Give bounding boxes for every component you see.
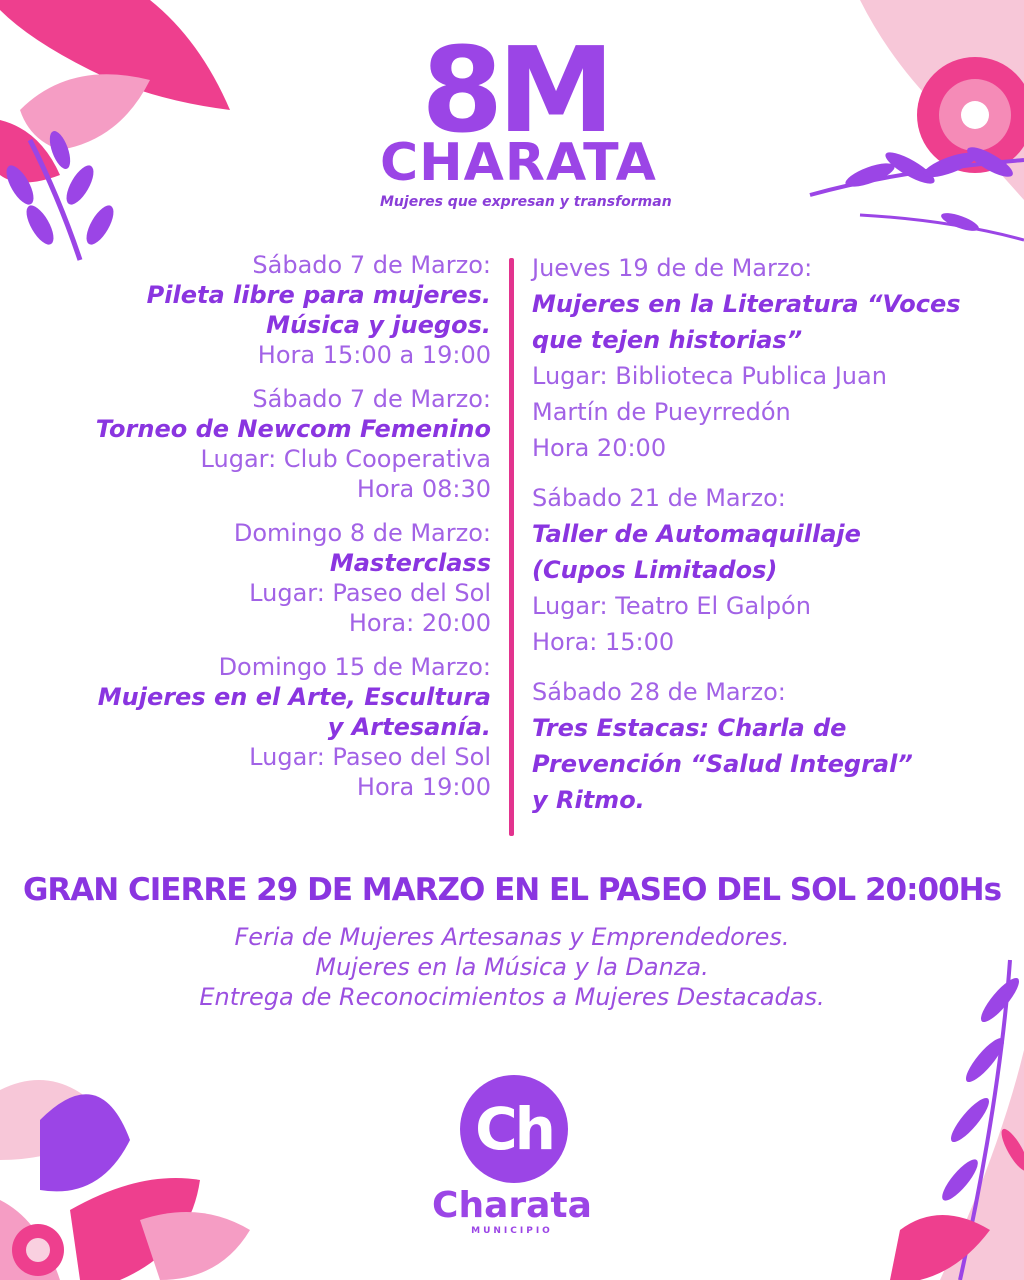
event-title: (Cupos Limitados) bbox=[532, 556, 778, 584]
event-date: Sábado 28 de Marzo: bbox=[532, 678, 786, 706]
logo-city: CHARATA bbox=[380, 133, 657, 193]
municipio-subtitle: MUNICIPIO bbox=[471, 1226, 553, 1236]
event-logo bbox=[380, 21, 672, 210]
schedule-left-column bbox=[71, 250, 491, 816]
leaf-cluster-bottom-left-icon bbox=[0, 1080, 250, 1280]
event-title: Mujeres en la Literatura “Voces bbox=[532, 290, 961, 318]
event-date: Domingo 8 de Marzo: bbox=[233, 519, 491, 547]
event-title: Taller de Automaquillaje bbox=[532, 520, 861, 548]
leaf-cluster-top-left-icon bbox=[0, 0, 230, 260]
event-date: Sábado 21 de Marzo: bbox=[532, 484, 786, 512]
event-detail: Hora 15:00 a 19:00 bbox=[257, 341, 491, 369]
event-detail: Lugar: Club Cooperativa bbox=[200, 445, 491, 473]
event-item bbox=[71, 250, 491, 370]
event-title: Mujeres en el Arte, Escultura bbox=[97, 683, 491, 711]
event-title: y Ritmo. bbox=[532, 786, 645, 814]
municipio-logo-badge bbox=[460, 1075, 568, 1183]
closing-heading: GRAN CIERRE 29 DE MARZO EN EL PASEO DEL SOL 20:00Hs bbox=[22, 872, 1002, 908]
municipio-name: Charata bbox=[432, 1185, 592, 1226]
event-item bbox=[532, 480, 972, 660]
event-title: que tejen historias” bbox=[532, 326, 803, 354]
closing-line: Feria de Mujeres Artesanas y Emprendedores. bbox=[234, 923, 790, 951]
event-detail: Hora 08:30 bbox=[356, 475, 491, 503]
event-item bbox=[71, 384, 491, 504]
event-item bbox=[71, 518, 491, 638]
event-date: Sábado 7 de Marzo: bbox=[252, 251, 491, 279]
event-title: y Artesanía. bbox=[327, 713, 491, 741]
event-date: Domingo 15 de Marzo: bbox=[218, 653, 491, 681]
event-detail: Hora 19:00 bbox=[356, 773, 491, 801]
logo-8m: 8M bbox=[421, 21, 609, 159]
event-title: Tres Estacas: Charla de bbox=[532, 714, 847, 742]
event-date: Sábado 7 de Marzo: bbox=[252, 385, 491, 413]
event-detail: Martín de Pueyrredón bbox=[532, 398, 791, 426]
event-item bbox=[532, 250, 972, 466]
event-item bbox=[71, 652, 491, 802]
schedule-right-column bbox=[532, 250, 972, 832]
event-detail: Lugar: Paseo del Sol bbox=[249, 743, 491, 771]
event-title: Pileta libre para mujeres. bbox=[146, 281, 491, 309]
event-detail: Hora: 15:00 bbox=[532, 628, 675, 656]
event-date: Jueves 19 de de Marzo: bbox=[532, 254, 813, 282]
closing-line: Entrega de Reconocimientos a Mujeres Destacadas. bbox=[199, 983, 825, 1011]
event-title: Prevención “Salud Integral” bbox=[532, 750, 913, 778]
event-detail: Lugar: Teatro El Galpón bbox=[532, 592, 811, 620]
event-detail: Lugar: Biblioteca Publica Juan bbox=[532, 362, 887, 390]
closing-section bbox=[0, 872, 1024, 1012]
event-detail: Lugar: Paseo del Sol bbox=[249, 579, 491, 607]
event-title: Música y juegos. bbox=[266, 311, 491, 339]
logo-badge-text: Ch bbox=[475, 1095, 553, 1163]
column-divider bbox=[509, 258, 514, 836]
event-detail: Hora 20:00 bbox=[532, 434, 667, 462]
flower-top-right-icon bbox=[810, 0, 1024, 240]
event-title: Masterclass bbox=[329, 549, 491, 577]
event-item bbox=[532, 674, 972, 818]
logo-tagline: Mujeres que expresan y transforman bbox=[380, 194, 672, 210]
closing-line: Mujeres en la Música y la Danza. bbox=[315, 953, 709, 981]
event-detail: Hora: 20:00 bbox=[348, 609, 491, 637]
event-title: Torneo de Newcom Femenino bbox=[95, 415, 491, 443]
